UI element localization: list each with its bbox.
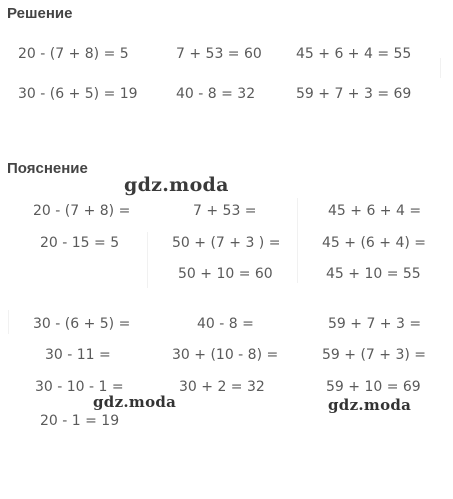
column-divider <box>8 310 9 334</box>
solution-expression: 59 + 7 + 3 = 69 <box>296 86 412 102</box>
solution-heading: Решение <box>7 5 73 22</box>
column-divider <box>297 198 298 283</box>
explanation-step: 50 + (7 + 3 ) = <box>172 235 281 251</box>
explanation-step: 59 + 7 + 3 = <box>328 316 422 332</box>
explanation-step: 30 - 10 - 1 = <box>35 379 124 395</box>
solution-expression: 30 - (6 + 5) = 19 <box>18 86 138 102</box>
explanation-step: 30 - 11 = <box>45 347 111 363</box>
watermark-logo: gdz.moda <box>124 174 229 196</box>
solution-expression: 7 + 53 = 60 <box>176 46 262 62</box>
solution-expression: 45 + 6 + 4 = 55 <box>296 46 412 62</box>
column-divider <box>147 232 148 288</box>
explanation-step: 20 - 1 = 19 <box>40 413 120 429</box>
explanation-heading: Пояснение <box>7 160 88 177</box>
explanation-step: 40 - 8 = <box>197 316 254 332</box>
explanation-step: 30 - (6 + 5) = <box>33 316 131 332</box>
explanation-step: 45 + (6 + 4) = <box>322 235 426 251</box>
explanation-step: 20 - (7 + 8) = <box>33 203 131 219</box>
explanation-step: 20 - 15 = 5 <box>40 235 120 251</box>
solution-expression: 40 - 8 = 32 <box>176 86 256 102</box>
explanation-step: 45 + 10 = 55 <box>326 266 421 282</box>
explanation-step: 59 + (7 + 3) = <box>322 347 426 363</box>
watermark-logo: gdz.moda <box>328 396 412 414</box>
explanation-step: 50 + 10 = 60 <box>178 266 273 282</box>
explanation-step: 30 + 2 = 32 <box>179 379 265 395</box>
explanation-step: 7 + 53 = <box>193 203 257 219</box>
column-divider <box>440 58 441 78</box>
explanation-step: 30 + (10 - 8) = <box>172 347 279 363</box>
watermark-logo: gdz.moda <box>93 393 177 411</box>
solution-expression: 20 - (7 + 8) = 5 <box>18 46 129 62</box>
explanation-step: 59 + 10 = 69 <box>326 379 421 395</box>
explanation-step: 45 + 6 + 4 = <box>328 203 422 219</box>
